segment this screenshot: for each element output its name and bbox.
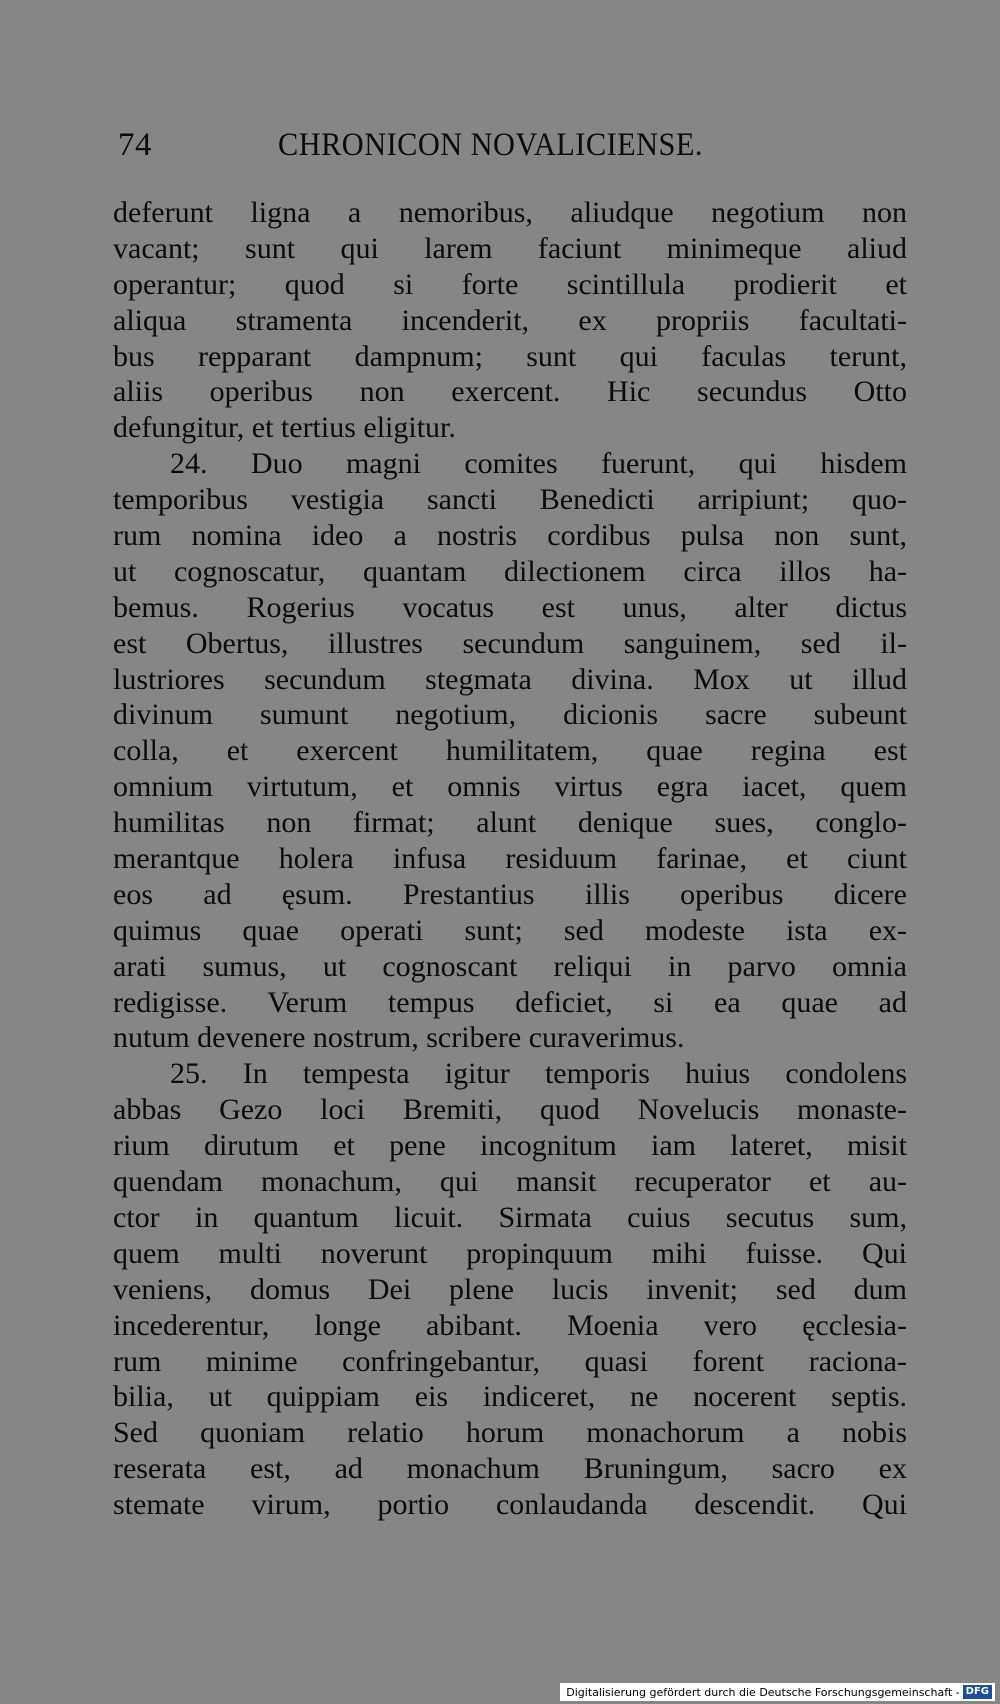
text-line: lustriores secundum stegmata divina. Mox ut illud xyxy=(113,662,907,696)
text-line: defungitur, et tertius eligitur. xyxy=(113,411,456,445)
text-line: humilitas non firmat; alunt denique sues, conglo- xyxy=(113,806,907,840)
body-text xyxy=(113,195,907,1523)
text-line: rum minime confringebantur, quasi forent raciona- xyxy=(113,1344,907,1378)
text-line: rum nomina ideo a nostris cordibus pulsa non sunt, xyxy=(113,519,907,553)
text-line: redigisse. Verum tempus deficiet, si ea quae ad xyxy=(113,985,907,1019)
text-line: aliis operibus non exercent. Hic secundus Otto xyxy=(113,375,907,409)
running-title: CHRONICON NOVALICIENSE. xyxy=(278,127,703,163)
text-line: merantque holera infusa residuum farinae, et ciunt xyxy=(113,842,907,876)
text-line: ctor in quantum licuit. Sirmata cuius secutus sum, xyxy=(113,1200,907,1234)
text-line: temporibus vestigia sancti Benedicti arripiunt; quo- xyxy=(113,483,907,517)
text-line: bus repparant dampnum; sunt qui faculas terunt, xyxy=(113,339,907,373)
text-line: incederentur, longe abibant. Moenia vero ęcclesia- xyxy=(113,1308,907,1342)
digitization-credit xyxy=(560,1683,995,1701)
text-line: omnium virtutum, et omnis virtus egra iacet, quem xyxy=(113,770,907,804)
page-number: 74 xyxy=(118,127,152,163)
text-line: rium dirutum et pene incognitum iam lateret, misit xyxy=(113,1129,907,1163)
text-line: vacant; sunt qui larem faciunt minimeque aliud xyxy=(113,231,907,265)
text-line: quem multi noverunt propinquum mihi fuisse. Qui xyxy=(113,1236,907,1270)
text-line: abbas Gezo loci Bremiti, quod Novelucis monaste- xyxy=(113,1093,907,1127)
dfg-logo: DFG xyxy=(963,1685,992,1699)
text-line: deferunt ligna a nemoribus, aliudque negotium non xyxy=(113,196,907,229)
text-line: eos ad ęsum. Prestantius illis operibus dicere xyxy=(113,877,907,911)
text-line: colla, et exercent humilitatem, quae regina est xyxy=(113,734,907,768)
text-line: stemate virum, portio conlaudanda descendit. Qui xyxy=(113,1488,907,1522)
text-line: bilia, ut quippiam eis indiceret, ne nocerent septis. xyxy=(113,1380,907,1414)
text-line: reserata est, ad monachum Bruningum, sacro ex xyxy=(113,1452,907,1486)
paragraph-start-24: 24. Duo magni comites fuerunt, qui hisdem xyxy=(170,447,907,481)
text-line: Sed quoniam relatio horum monachorum a nobis xyxy=(113,1416,907,1450)
text-line: bemus. Rogerius vocatus est unus, alter dictus xyxy=(113,590,907,624)
paragraph-start-25: 25. In tempesta igitur temporis huius condolens xyxy=(170,1057,907,1091)
text-line: arati sumus, ut cognoscant reliqui in parvo omnia xyxy=(113,949,907,983)
text-line: ut cognoscatur, quantam dilectionem circa illos ha- xyxy=(113,554,907,588)
credit-text: Digitalisierung gefördert durch die Deutsche Forschungsgemeinschaft - xyxy=(566,1685,960,1699)
page-header xyxy=(118,120,770,170)
text-line: quendam monachum, qui mansit recuperator et au- xyxy=(113,1165,907,1199)
text-line: aliqua stramenta incenderit, ex propriis facultati- xyxy=(113,303,907,337)
text-line: veniens, domus Dei plene lucis invenit; sed dum xyxy=(113,1272,907,1306)
text-line: operantur; quod si forte scintillula prodierit et xyxy=(113,267,907,301)
text-line: nutum devenere nostrum, scribere curaverimus. xyxy=(113,1021,685,1055)
text-line: divinum sumunt negotium, dicionis sacre subeunt xyxy=(113,698,907,732)
text-line: quimus quae operati sunt; sed modeste ista ex- xyxy=(113,913,907,947)
text-line: est Obertus, illustres secundum sanguinem, sed il- xyxy=(113,626,907,660)
